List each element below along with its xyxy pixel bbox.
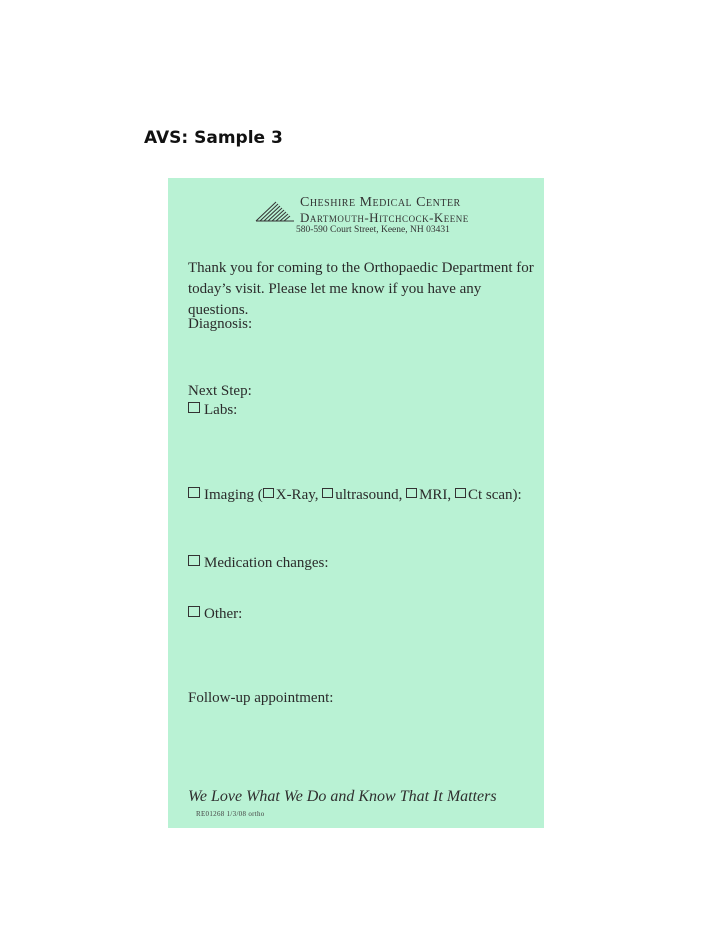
labs-row: [188, 402, 237, 419]
labs-label: Labs:: [204, 402, 238, 418]
xray-label: X-Ray,: [275, 487, 319, 503]
diagnosis-label: Diagnosis:: [188, 316, 253, 332]
mri-checkbox[interactable]: [406, 488, 417, 498]
imaging-label: Imaging (: [204, 487, 263, 503]
mri-label: MRI,: [419, 487, 452, 503]
other-row: [188, 606, 242, 623]
medication-row: [188, 555, 329, 572]
other-checkbox[interactable]: [188, 606, 200, 617]
hospital-logo-icon: [254, 200, 298, 222]
org-affiliation: Dartmouth-Hitchcock-Keene: [300, 210, 469, 225]
org-address: 580-590 Court Street, Keene, NH 03431: [296, 225, 450, 235]
medication-label: Medication changes:: [204, 555, 329, 571]
followup-label: Follow-up appointment:: [188, 690, 334, 706]
footer-tagline: We Love What We Do and Know That It Matters: [188, 788, 497, 805]
next-step-label: Next Step:: [188, 383, 252, 399]
other-label: Other:: [204, 606, 243, 622]
ultrasound-label: ultrasound,: [335, 487, 403, 503]
ct-scan-label: Ct scan):: [467, 487, 522, 503]
medication-checkbox[interactable]: [188, 555, 200, 566]
intro-text: [188, 258, 538, 321]
imaging-row: [188, 487, 522, 504]
avs-form-card: [168, 178, 544, 828]
form-reference: RE01268 1/3/08 ortho: [196, 810, 265, 818]
intro-line-2: today’s visit. Please let me know if you have any questions.: [188, 281, 482, 318]
imaging-checkbox[interactable]: [188, 487, 200, 498]
org-name: Cheshire Medical Center: [300, 195, 461, 210]
xray-checkbox[interactable]: [263, 488, 274, 498]
document-heading: AVS: Sample 3: [144, 128, 283, 148]
ct-scan-checkbox[interactable]: [455, 488, 466, 498]
labs-checkbox[interactable]: [188, 402, 200, 413]
ultrasound-checkbox[interactable]: [322, 488, 333, 498]
intro-line-1: Thank you for coming to the Orthopaedic Department for: [188, 260, 534, 276]
